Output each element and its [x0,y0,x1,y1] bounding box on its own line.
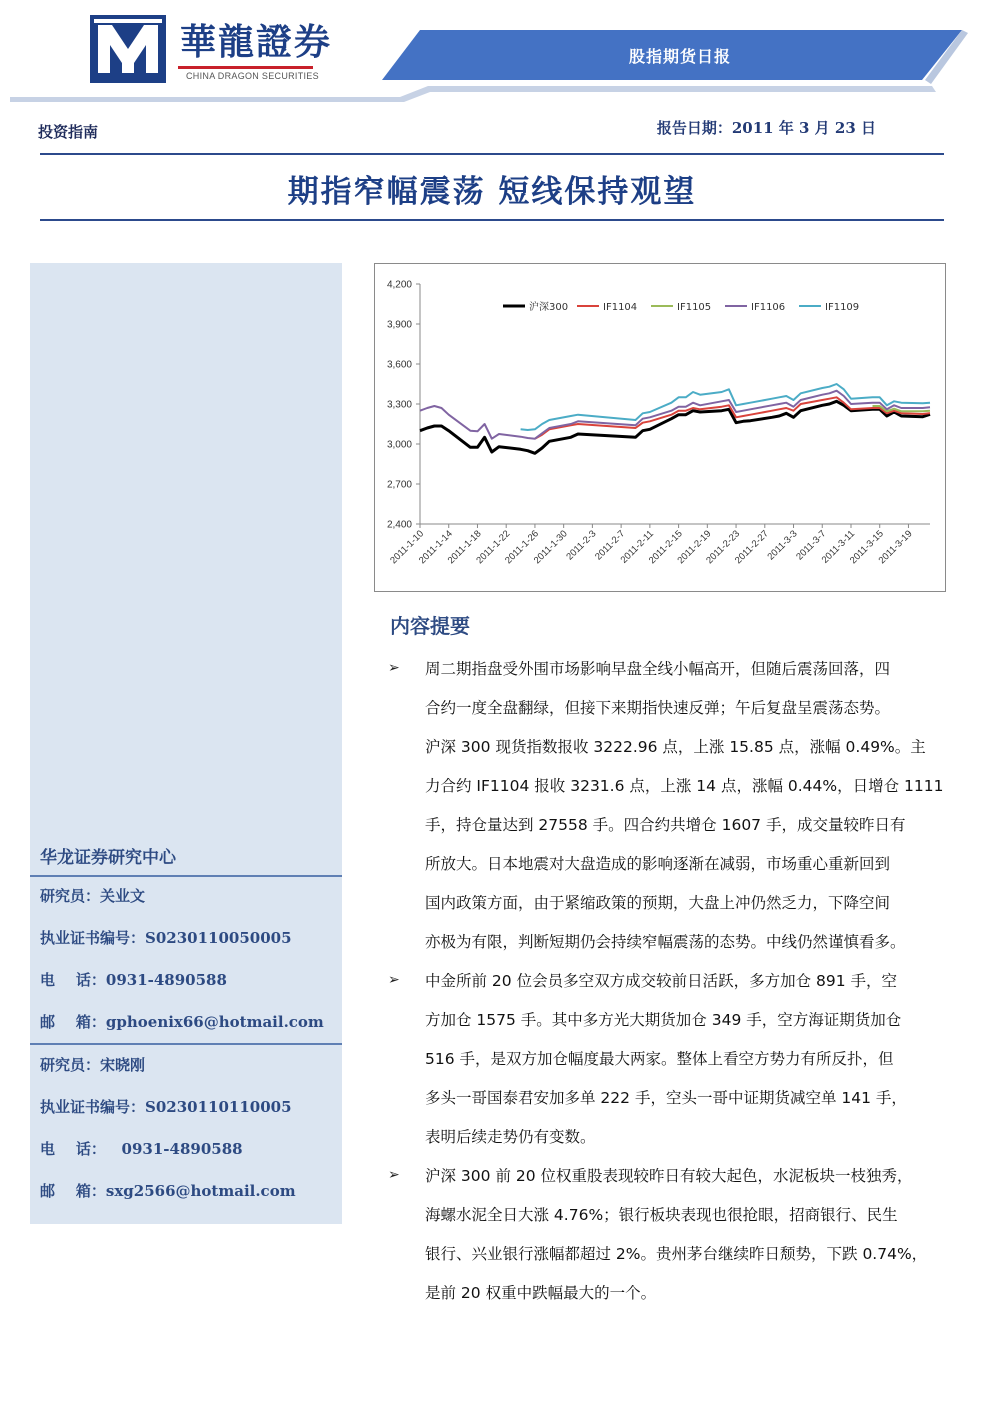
x-tick-label: 2011-2-3 [564,528,599,563]
text-line: 周二期指盘受外围市场影响早盘全线小幅高开，但随后震荡回落，四 [425,660,891,678]
sidebar-rule [30,875,342,877]
legend-label: IF1109 [825,302,860,313]
summary-paragraph-2 [425,962,946,1157]
y-tick-label: 2,400 [386,519,412,531]
x-tick-label: 2011-2-27 [733,528,771,567]
x-tick-label: 2011-3-19 [876,528,915,567]
sidebar-rule [30,1043,342,1045]
x-tick-label: 2011-3-7 [794,528,829,563]
analyst-2-email: 邮 箱：sxg2566@hotmail.com [40,1182,296,1200]
report-title: 期指窄幅震荡 短线保持观望 [287,174,697,210]
x-tick-label: 2011-3-15 [847,528,886,567]
analyst-2-name: 研究员：宋晓刚 [40,1056,146,1074]
text-line: 合约一度全盘翻绿，但接下来期指快速反弹；午后复盘呈震荡态势。 [425,699,891,717]
x-tick-label: 2011-2-11 [618,528,656,566]
research-center-name: 华龙证券研究中心 [40,848,176,868]
brand-underline [178,66,313,69]
summary-title: 内容提要 [390,614,470,638]
title-rule-top [40,153,944,155]
x-tick-label: 2011-3-11 [819,528,858,566]
y-tick-label: 3,000 [386,439,412,451]
analyst-1-license: 执业证书编号：S0230110050005 [40,929,292,947]
chart-canvas [375,264,945,591]
text-line: 516 手，是双方加仓幅度最大两家。整体上看空方势力有所反扑，但 [425,1050,894,1068]
company-logo [90,15,166,83]
legend-label: IF1104 [603,302,638,313]
text-line: 海螺水泥全日大涨 4.76%；银行板块表现也很抢眼，招商银行、民生 [425,1206,898,1224]
x-tick-label: 2011-2-15 [646,528,685,567]
text-line: 银行、兴业银行涨幅都超过 2%。贵州茅台继续昨日颓势，下跌 0.74%， [425,1245,928,1263]
title-rule-bottom [40,219,944,221]
x-tick-label: 2011-1-26 [503,528,542,567]
analyst-sidebar [30,263,342,1224]
analyst-1-phone: 电 话：0931-4890588 [40,971,227,989]
summary-paragraph-3 [425,1157,946,1313]
report-date: 报告日期：2011 年 3 月 23 日 [656,119,876,137]
x-tick-label: 2011-1-18 [445,528,484,567]
brand-name-cn: 華龍證券 [180,21,333,63]
x-tick-label: 2011-1-22 [474,528,513,567]
analyst-2-license: 执业证书编号：S0230110110005 [40,1098,292,1116]
text-line: 中金所前 20 位会员多空双方成交较前日活跃，多方加仓 891 手，空 [425,972,898,990]
text-line: 沪深 300 现货指数报收 3222.96 点，上涨 15.85 点，涨幅 0.49%。主 [425,738,926,756]
x-tick-label: 2011-1-30 [531,528,570,567]
bullet-arrow-icon: ➢ [388,1167,400,1183]
text-line: 力合约 IF1104 报收 3231.6 点，上涨 14 点，涨幅 0.44%，日增仓 1111 [425,777,944,795]
x-tick-label: 2011-3-3 [765,528,800,563]
analyst-1-email: 邮 箱：gphoenix66@hotmail.com [40,1013,324,1031]
bullet-arrow-icon: ➢ [388,972,400,988]
y-tick-label: 3,900 [386,319,412,331]
text-line: 沪深 300 前 20 位权重股表现较昨日有较大起色，水泥板块一枝独秀， [425,1167,913,1185]
y-tick-label: 4,200 [386,279,412,291]
brand-name-en: CHINA DRAGON SECURITIES [186,71,319,81]
x-tick-label: 2011-2-23 [704,528,743,567]
text-line: 所放大。日本地震对大盘造成的影响逐渐在减弱，市场重心重新回到 [425,855,891,873]
legend-label: IF1106 [751,302,786,313]
analyst-2-phone: 电 话： 0931-4890588 [40,1140,243,1158]
legend-label: IF1105 [677,302,712,313]
investment-guide-label: 投资指南 [38,123,99,141]
y-tick-label: 3,300 [386,399,412,411]
text-line: 是前 20 权重中跌幅最大的一个。 [425,1284,657,1302]
x-tick-label: 2011-2-7 [593,528,628,563]
x-tick-label: 2011-2-19 [675,528,714,567]
x-tick-label: 2011-1-10 [388,528,427,567]
text-line: 多头一哥国泰君安加多单 222 手，空头一哥中证期货减空单 141 手， [425,1089,907,1107]
text-line: 国内政策方面，由于紧缩政策的预期，大盘上冲仍然乏力，下降空间 [425,894,891,912]
text-line: 方加仓 1575 手。其中多方光大期货加仓 349 手，空方海证期货加仓 [425,1011,902,1029]
legend-label: 沪深300 [529,302,569,313]
analyst-1-name: 研究员：关业文 [40,887,146,905]
report-type-label: 股指期货日报 [628,47,731,66]
text-line: 手，持仓量达到 27558 手。四合约共增仓 1607 手，成交量较昨日有 [425,816,906,834]
y-tick-label: 3,600 [386,359,412,371]
header-swoosh [10,86,936,102]
summary-paragraph-1 [425,650,946,962]
text-line: 亦极为有限，判断短期仍会持续窄幅震荡的态势。中线仍然谨慎看多。 [425,933,906,951]
y-tick-label: 2,700 [386,479,412,491]
x-tick-label: 2011-1-14 [416,528,455,567]
text-line: 表明后续走势仍有变数。 [425,1128,596,1146]
bullet-arrow-icon: ➢ [388,660,400,676]
price-chart [374,263,946,592]
